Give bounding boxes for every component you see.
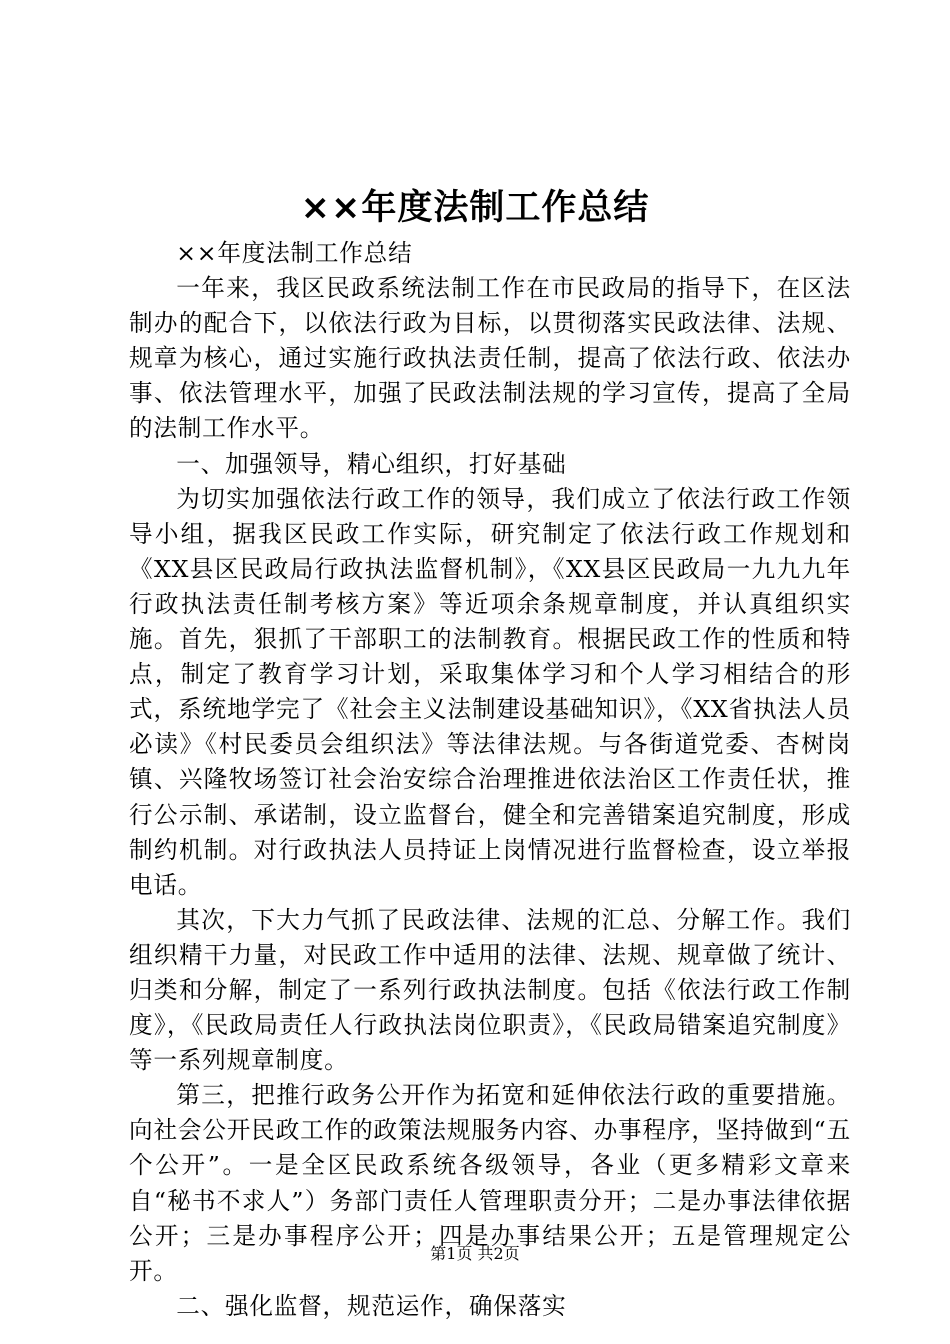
paragraph-third-point: 第三，把推行政务公开作为拓宽和延伸依法行政的重要措施。向社会公开民政工作的政策法规服务内容、办事程序，坚持做到“五个公开”。一是全区民政系统各级领导，各业（更多精彩文章来自“秘书不求人”）务部门责任人管理职责分开；二是办事法律依据公开；三是办事程序公开；四是办事结果公开；五是管理规定公开。 xyxy=(129,1081,851,1285)
document-title: ××年度法制工作总结 xyxy=(300,188,650,228)
page-footer: 第1页 共2页 xyxy=(430,1244,520,1263)
section-heading-2: 二、强化监督，规范运作，确保落实 xyxy=(176,1291,567,1320)
paragraph-subtitle: ××年度法制工作总结 xyxy=(176,239,413,267)
document-body xyxy=(129,236,851,1324)
paragraph-intro: 一年来，我区民政系统法制工作在市民政局的指导下，在区法制办的配合下，以依法行政为目标，以贯彻落实民政法律、法规、规章为核心，通过实施行政执法责任制，提高了依法行政、依法办事、依法管理水平，加强了民政法制法规的学习宣传，提高了全局的法制工作水平。 xyxy=(129,274,851,443)
paragraph-second-point: 其次，下大力气抓了民政法律、法规的汇总、分解工作。我们组织精干力量，对民政工作中适用的法律、法规、规章做了统计、归类和分解，制定了一系列行政执法制度。包括《依法行政工作制度》，《民政局责任人行政执法岗位职责》，《民政局错案追究制度》等一系列规章制度。 xyxy=(129,905,851,1075)
paragraph-section-1-body: 为切实加强依法行政工作的领导，我们成立了依法行政工作领导小组，据我区民政工作实际，研究制定了依法行政工作规划和《XX县区民政局行政执法监督机制》，《XX县区民政局一九九九年行政执法责任制考核方案》等近项余条规章制度，并认真组织实施。首先，狠抓了干部职工的法制教育。根据民政工作的性质和特点，制定了教育学习计划，采取集体学习和个人学习相结合的形式，系统地学完了《社会主义法制建设基础知识》，《XX省执法人员必读》《村民委员会组织法》等法律法规。与各街道党委、杏树岗镇、兴隆牧场签订社会治安综合治理推进依法治区工作责任状，推行公示制、承诺制，设立监督台，健全和完善错案追究制度，形成制约机制。对行政执法人员持证上岗情况进行监督检查，设立举报电话。 xyxy=(129,484,851,899)
section-heading-1: 一、加强领导，精心组织，打好基础 xyxy=(176,449,567,478)
